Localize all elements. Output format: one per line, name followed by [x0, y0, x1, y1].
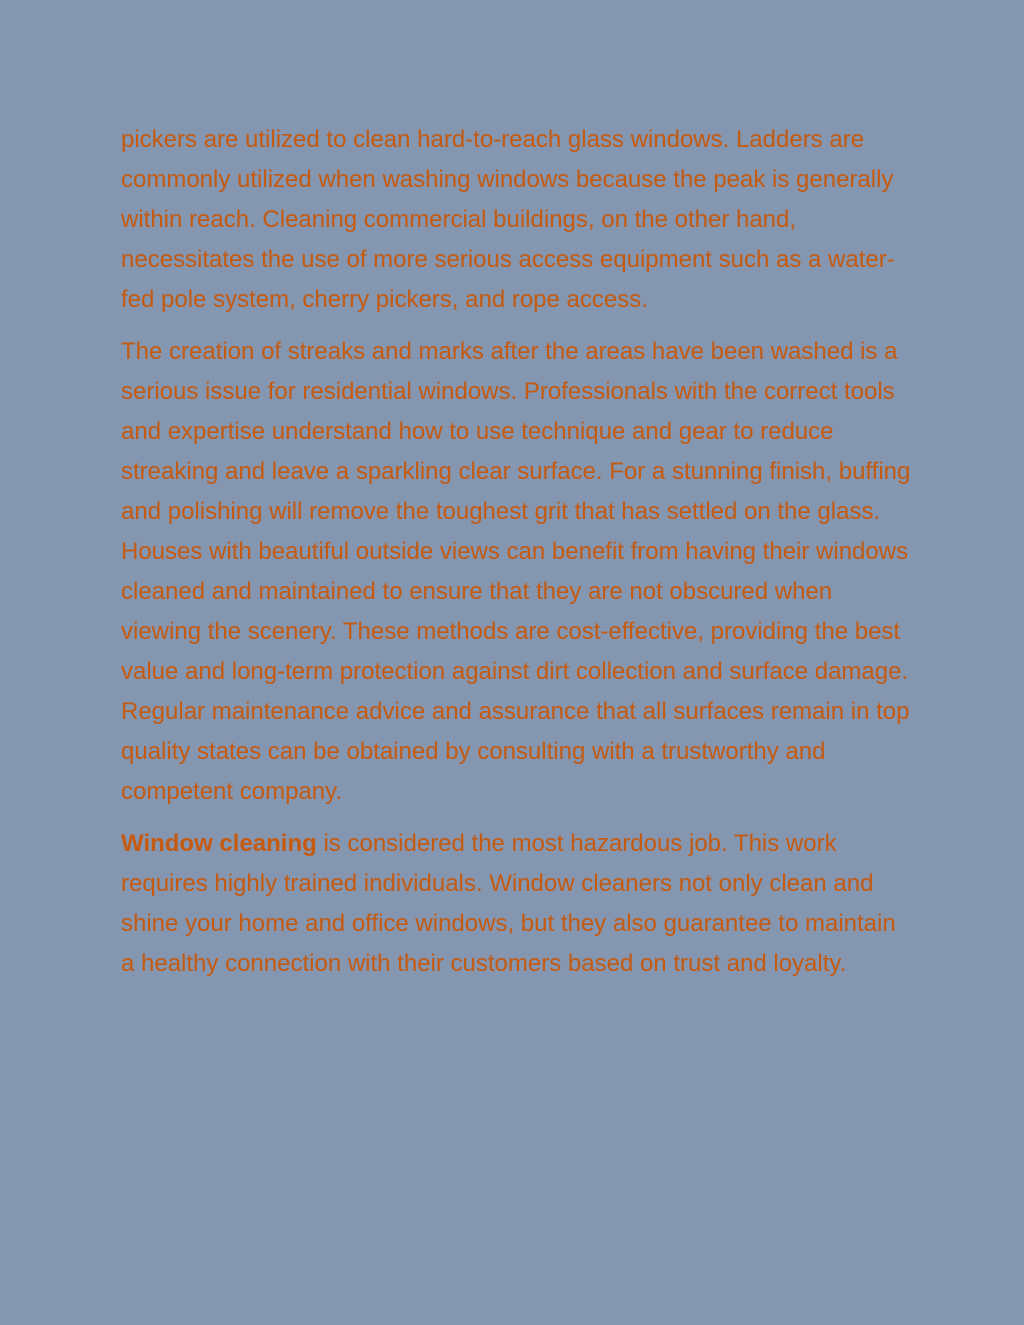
document-body	[121, 120, 911, 996]
paragraph-streaks: The creation of streaks and marks after the areas have been washed is a serious issue for residential windows. Professionals with the correct tools and expertise understand how to use technique and gear to reduce streaking and leave a sparkling clear surface. For a stunning finish, buffing and polishing will remove the toughest grit that has settled on the glass. Houses with beautiful outside views can benefit from having their windows cleaned and maintained to ensure that they are not obscured when viewing the scenery. These methods are cost-effective, providing the best value and long-term protection against dirt collection and surface damage. Regular maintenance advice and assurance that all surfaces remain in top quality states can be obtained by consulting with a trustworthy and competent company.	[121, 338, 911, 805]
window-cleaning-bold-lead: Window cleaning	[121, 830, 317, 857]
paragraph-window-cleaning	[121, 824, 911, 984]
window-cleaning-text: is considered the most hazardous job. This work requires highly trained individuals. Window cleaners not only clean and shine your home and office windows, but they also guarantee to maintain a healthy connection with their customers based on trust and loyalty.	[121, 830, 896, 977]
paragraph-ladders: pickers are utilized to clean hard-to-reach glass windows. Ladders are commonly utilized when washing windows because the peak is generally within reach. Cleaning commercial buildings, on the other hand, necessitates the use of more serious access equipment such as a water-fed pole system, cherry pickers, and rope access.	[121, 126, 895, 313]
